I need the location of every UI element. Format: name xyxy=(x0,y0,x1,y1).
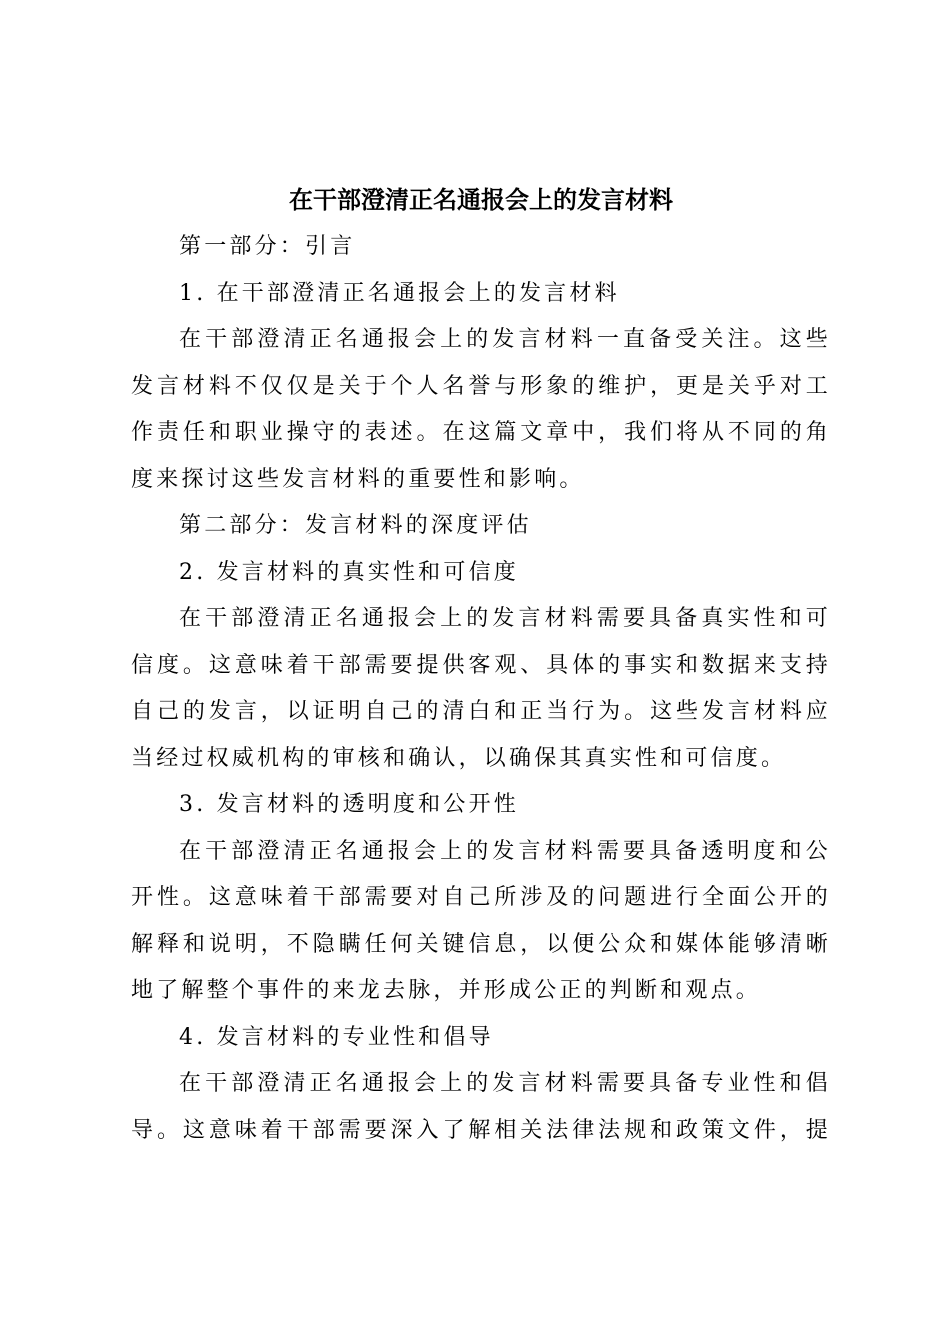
subheading-2: 2. 发言材料的真实性和可信度 xyxy=(179,559,519,585)
paragraph-line: 自己的发言，以证明自己的清白和正当行为。这些发言材料应 xyxy=(131,699,831,724)
paragraph-line: 发言材料不仅仅是关于个人名誉与形象的维护，更是关乎对工 xyxy=(131,373,831,399)
paragraph-line: 当经过权威机构的审核和确认，以确保其真实性和可信度。 xyxy=(131,745,787,771)
paragraph-line: 在干部澄清正名通报会上的发言材料需要具备专业性和倡 xyxy=(179,1071,831,1096)
document-body xyxy=(131,180,831,1154)
section-heading-part-two: 第二部分：发言材料的深度评估 xyxy=(179,513,532,538)
paragraph-line: 地了解整个事件的来龙去脉，并形成公正的判断和观点。 xyxy=(131,978,762,1003)
paragraph-line: 在干部澄清正名通报会上的发言材料需要具备真实性和可 xyxy=(179,606,831,631)
paragraph-line: 作责任和职业操守的表述。在这篇文章中，我们将从不同的角 xyxy=(131,420,831,445)
paragraph-intro xyxy=(131,317,831,503)
paragraph-line: 解释和说明，不隐瞒任何关键信息，以便公众和媒体能够清晰 xyxy=(131,931,831,957)
paragraph-line: 开性。这意味着干部需要对自己所涉及的问题进行全面公开的 xyxy=(131,885,831,910)
paragraph-professionalism xyxy=(131,1061,831,1154)
section-heading-part-one: 第一部分：引言 xyxy=(179,234,356,259)
paragraph-line: 在干部澄清正名通报会上的发言材料一直备受关注。这些 xyxy=(179,327,831,352)
paragraph-line: 信度。这意味着干部需要提供客观、具体的事实和数据来支持 xyxy=(131,652,831,678)
paragraph-transparency xyxy=(131,829,831,1015)
subheading-3: 3. 发言材料的透明度和公开性 xyxy=(179,792,519,817)
paragraph-line: 在干部澄清正名通报会上的发言材料需要具备透明度和公 xyxy=(179,838,831,864)
subheading-1: 1. 在干部澄清正名通报会上的发言材料 xyxy=(179,280,620,306)
paragraph-line: 度来探讨这些发言材料的重要性和影响。 xyxy=(131,466,585,492)
subheading-4: 4. 发言材料的专业性和倡导 xyxy=(179,1024,494,1050)
document-title: 在干部澄清正名通报会上的发言材料 xyxy=(289,185,673,214)
paragraph-line: 导。这意味着干部需要深入了解相关法律法规和政策文件，提 xyxy=(131,1117,831,1143)
paragraph-authenticity xyxy=(131,596,831,782)
